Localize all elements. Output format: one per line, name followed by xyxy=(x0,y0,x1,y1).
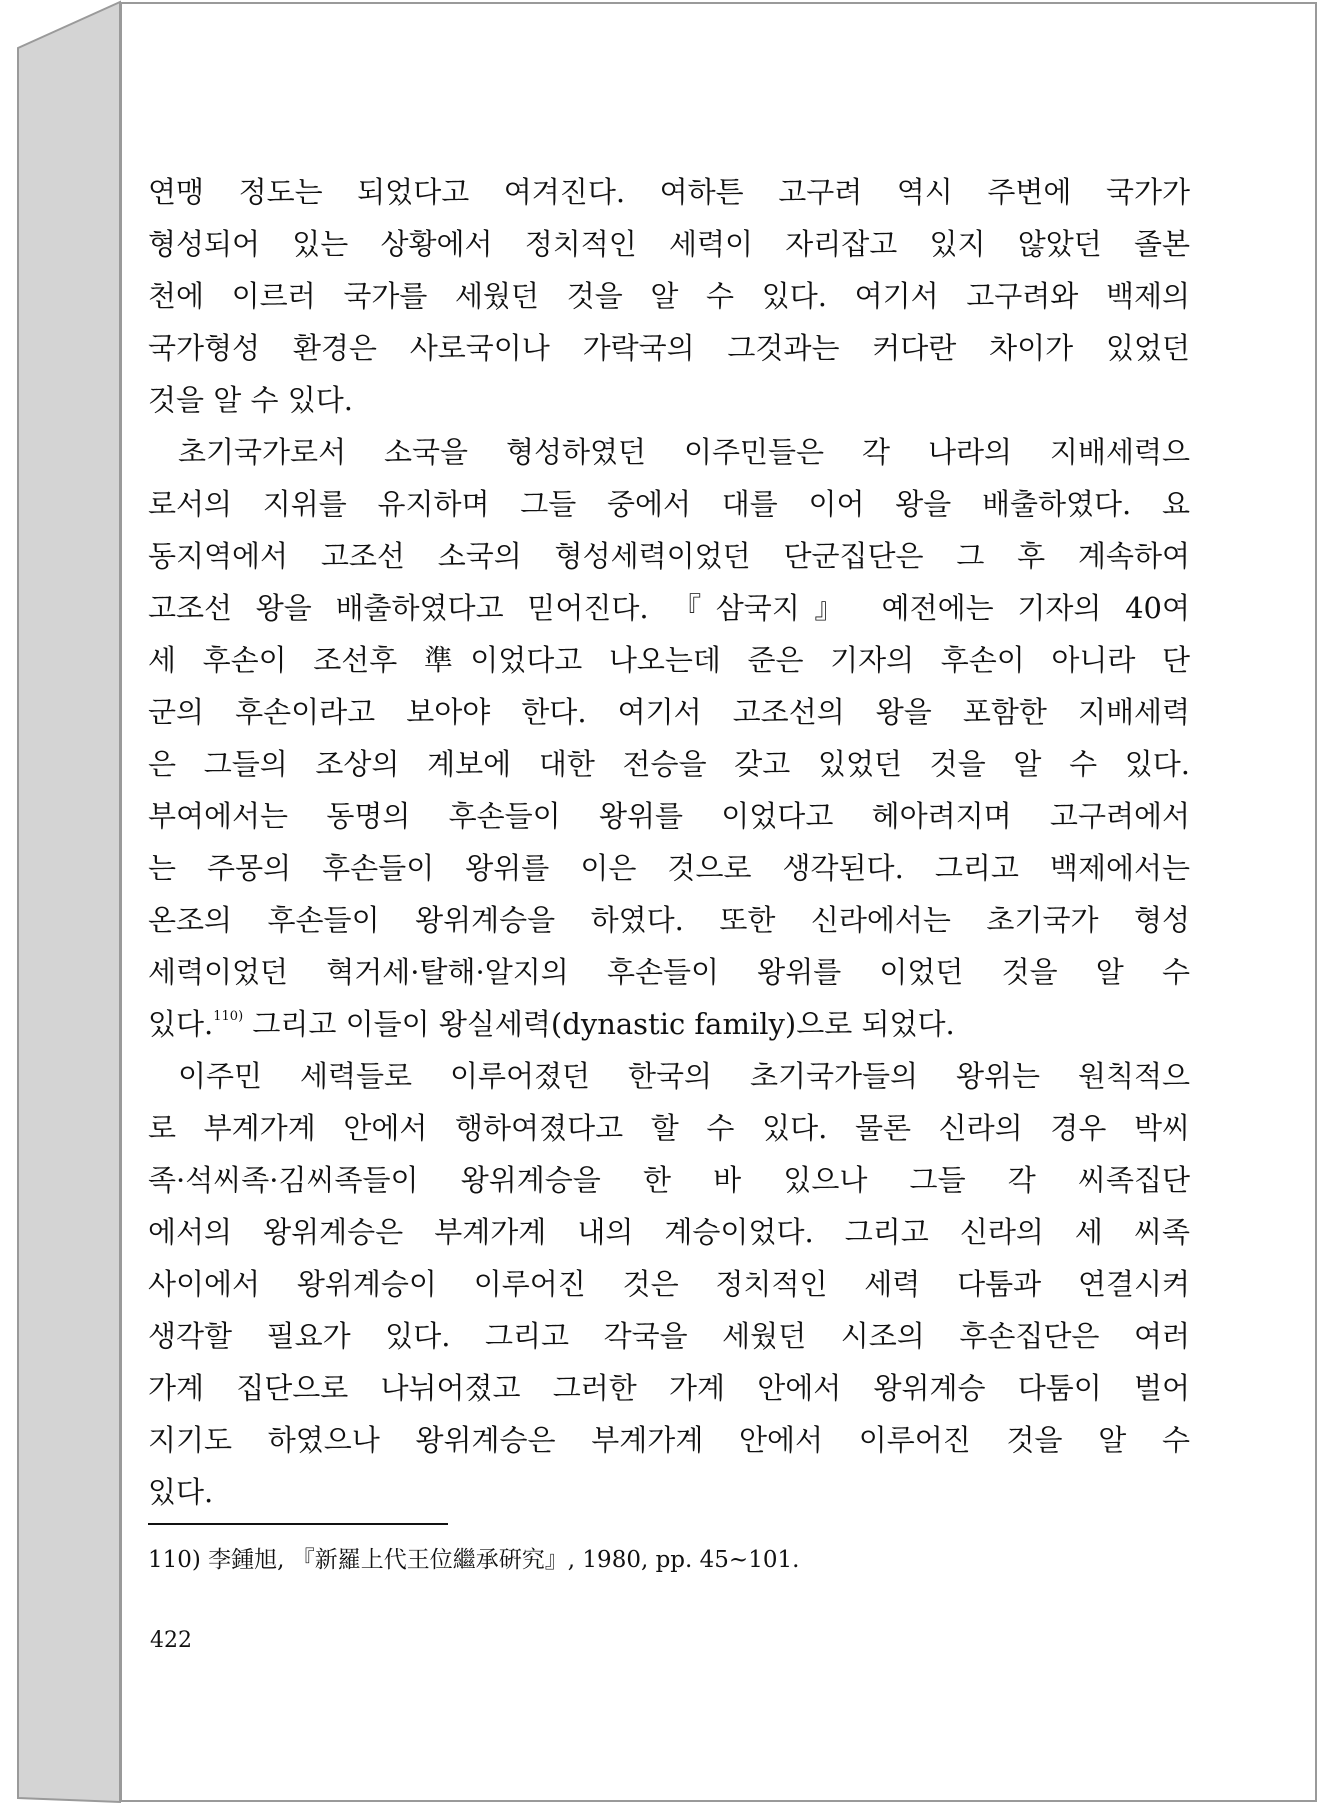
text-line: 국가형성 환경은 사로국이나 가락국의 그것과는 커다란 차이가 있었던 xyxy=(148,331,1190,365)
text-line: 것을 알 수 있다. xyxy=(148,383,353,417)
footnote-divider xyxy=(148,1523,448,1525)
text-line: 로 부계가계 안에서 행하여졌다고 할 수 있다. 물론 신라의 경우 박씨 xyxy=(148,1111,1190,1145)
book-spine-shape xyxy=(0,0,124,1806)
text-line: 은 그들의 조상의 계보에 대한 전승을 갖고 있었던 것을 알 수 있다. xyxy=(148,747,1190,781)
text-line xyxy=(148,998,1190,1050)
text-line: 이주민 세력들로 이루어졌던 한국의 초기국가들의 왕위는 원칙적으 xyxy=(178,1059,1190,1093)
text-line: 는 주몽의 후손들이 왕위를 이은 것으로 생각된다. 그리고 백제에서는 xyxy=(148,851,1190,885)
text-line: 군의 후손이라고 보아야 한다. 여기서 고조선의 왕을 포함한 지배세력 xyxy=(148,695,1190,729)
text-line: 지기도 하였으나 왕위계승은 부계가계 안에서 이루어진 것을 알 수 xyxy=(148,1423,1190,1457)
text-line: 가계 집단으로 나뉘어졌고 그러한 가계 안에서 왕위계승 다툼이 벌어 xyxy=(148,1371,1190,1405)
footnote: 110) 李鍾旭, 『新羅上代王位繼承硏究』, 1980, pp. 45~101. xyxy=(148,1547,800,1573)
text-line: 생각할 필요가 있다. 그리고 각국을 세웠던 시조의 후손집단은 여러 xyxy=(148,1319,1190,1353)
text-line: 온조의 후손들이 왕위계승을 하였다. 또한 신라에서는 초기국가 형성 xyxy=(148,903,1190,937)
page-number: 422 xyxy=(150,1628,192,1653)
text-fragment: 있다. xyxy=(148,1007,214,1041)
body-text xyxy=(148,166,1190,1518)
text-line: 동지역에서 고조선 소국의 형성세력이었던 단군집단은 그 후 계속하여 xyxy=(148,539,1190,573)
text-line: 연맹 정도는 되었다고 여겨진다. 여하튼 고구려 역시 주변에 국가가 xyxy=(148,175,1190,209)
text-line: 천에 이르러 국가를 세웠던 것을 알 수 있다. 여기서 고구려와 백제의 xyxy=(148,279,1190,313)
text-line: 있다. xyxy=(148,1475,214,1509)
book-spine xyxy=(0,0,124,1806)
text-line: 세력이었던 혁거세·탈해·알지의 후손들이 왕위를 이었던 것을 알 수 xyxy=(148,955,1190,989)
text-line: 초기국가로서 소국을 형성하였던 이주민들은 각 나라의 지배세력으 xyxy=(178,435,1190,469)
text-line: 형성되어 있는 상황에서 정치적인 세력이 자리잡고 있지 않았던 졸본 xyxy=(148,227,1190,261)
text-line: 세 후손이 조선후 準이었다고 나오는데 준은 기자의 후손이 아니라 단 xyxy=(148,643,1190,677)
text-line: 족·석씨족·김씨족들이 왕위계승을 한 바 있으나 그들 각 씨족집단 xyxy=(148,1163,1190,1197)
text-line: 로서의 지위를 유지하며 그들 중에서 대를 이어 왕을 배출하였다. 요 xyxy=(148,487,1190,521)
text-line: 에서의 왕위계승은 부계가계 내의 계승이었다. 그리고 신라의 세 씨족 xyxy=(148,1215,1190,1249)
text-line: 고조선 왕을 배출하였다고 믿어진다. 『삼국지』 예전에는 기자의 40여 xyxy=(148,591,1190,625)
text-line: 부여에서는 동명의 후손들이 왕위를 이었다고 헤아려지며 고구려에서 xyxy=(148,799,1190,833)
text-fragment: 그리고 이들이 왕실세력(dynastic family)으로 되었다. xyxy=(243,1007,955,1041)
text-line: 사이에서 왕위계승이 이루어진 것은 정치적인 세력 다툼과 연결시켜 xyxy=(148,1267,1190,1301)
footnote-reference: 110) xyxy=(213,1009,244,1024)
